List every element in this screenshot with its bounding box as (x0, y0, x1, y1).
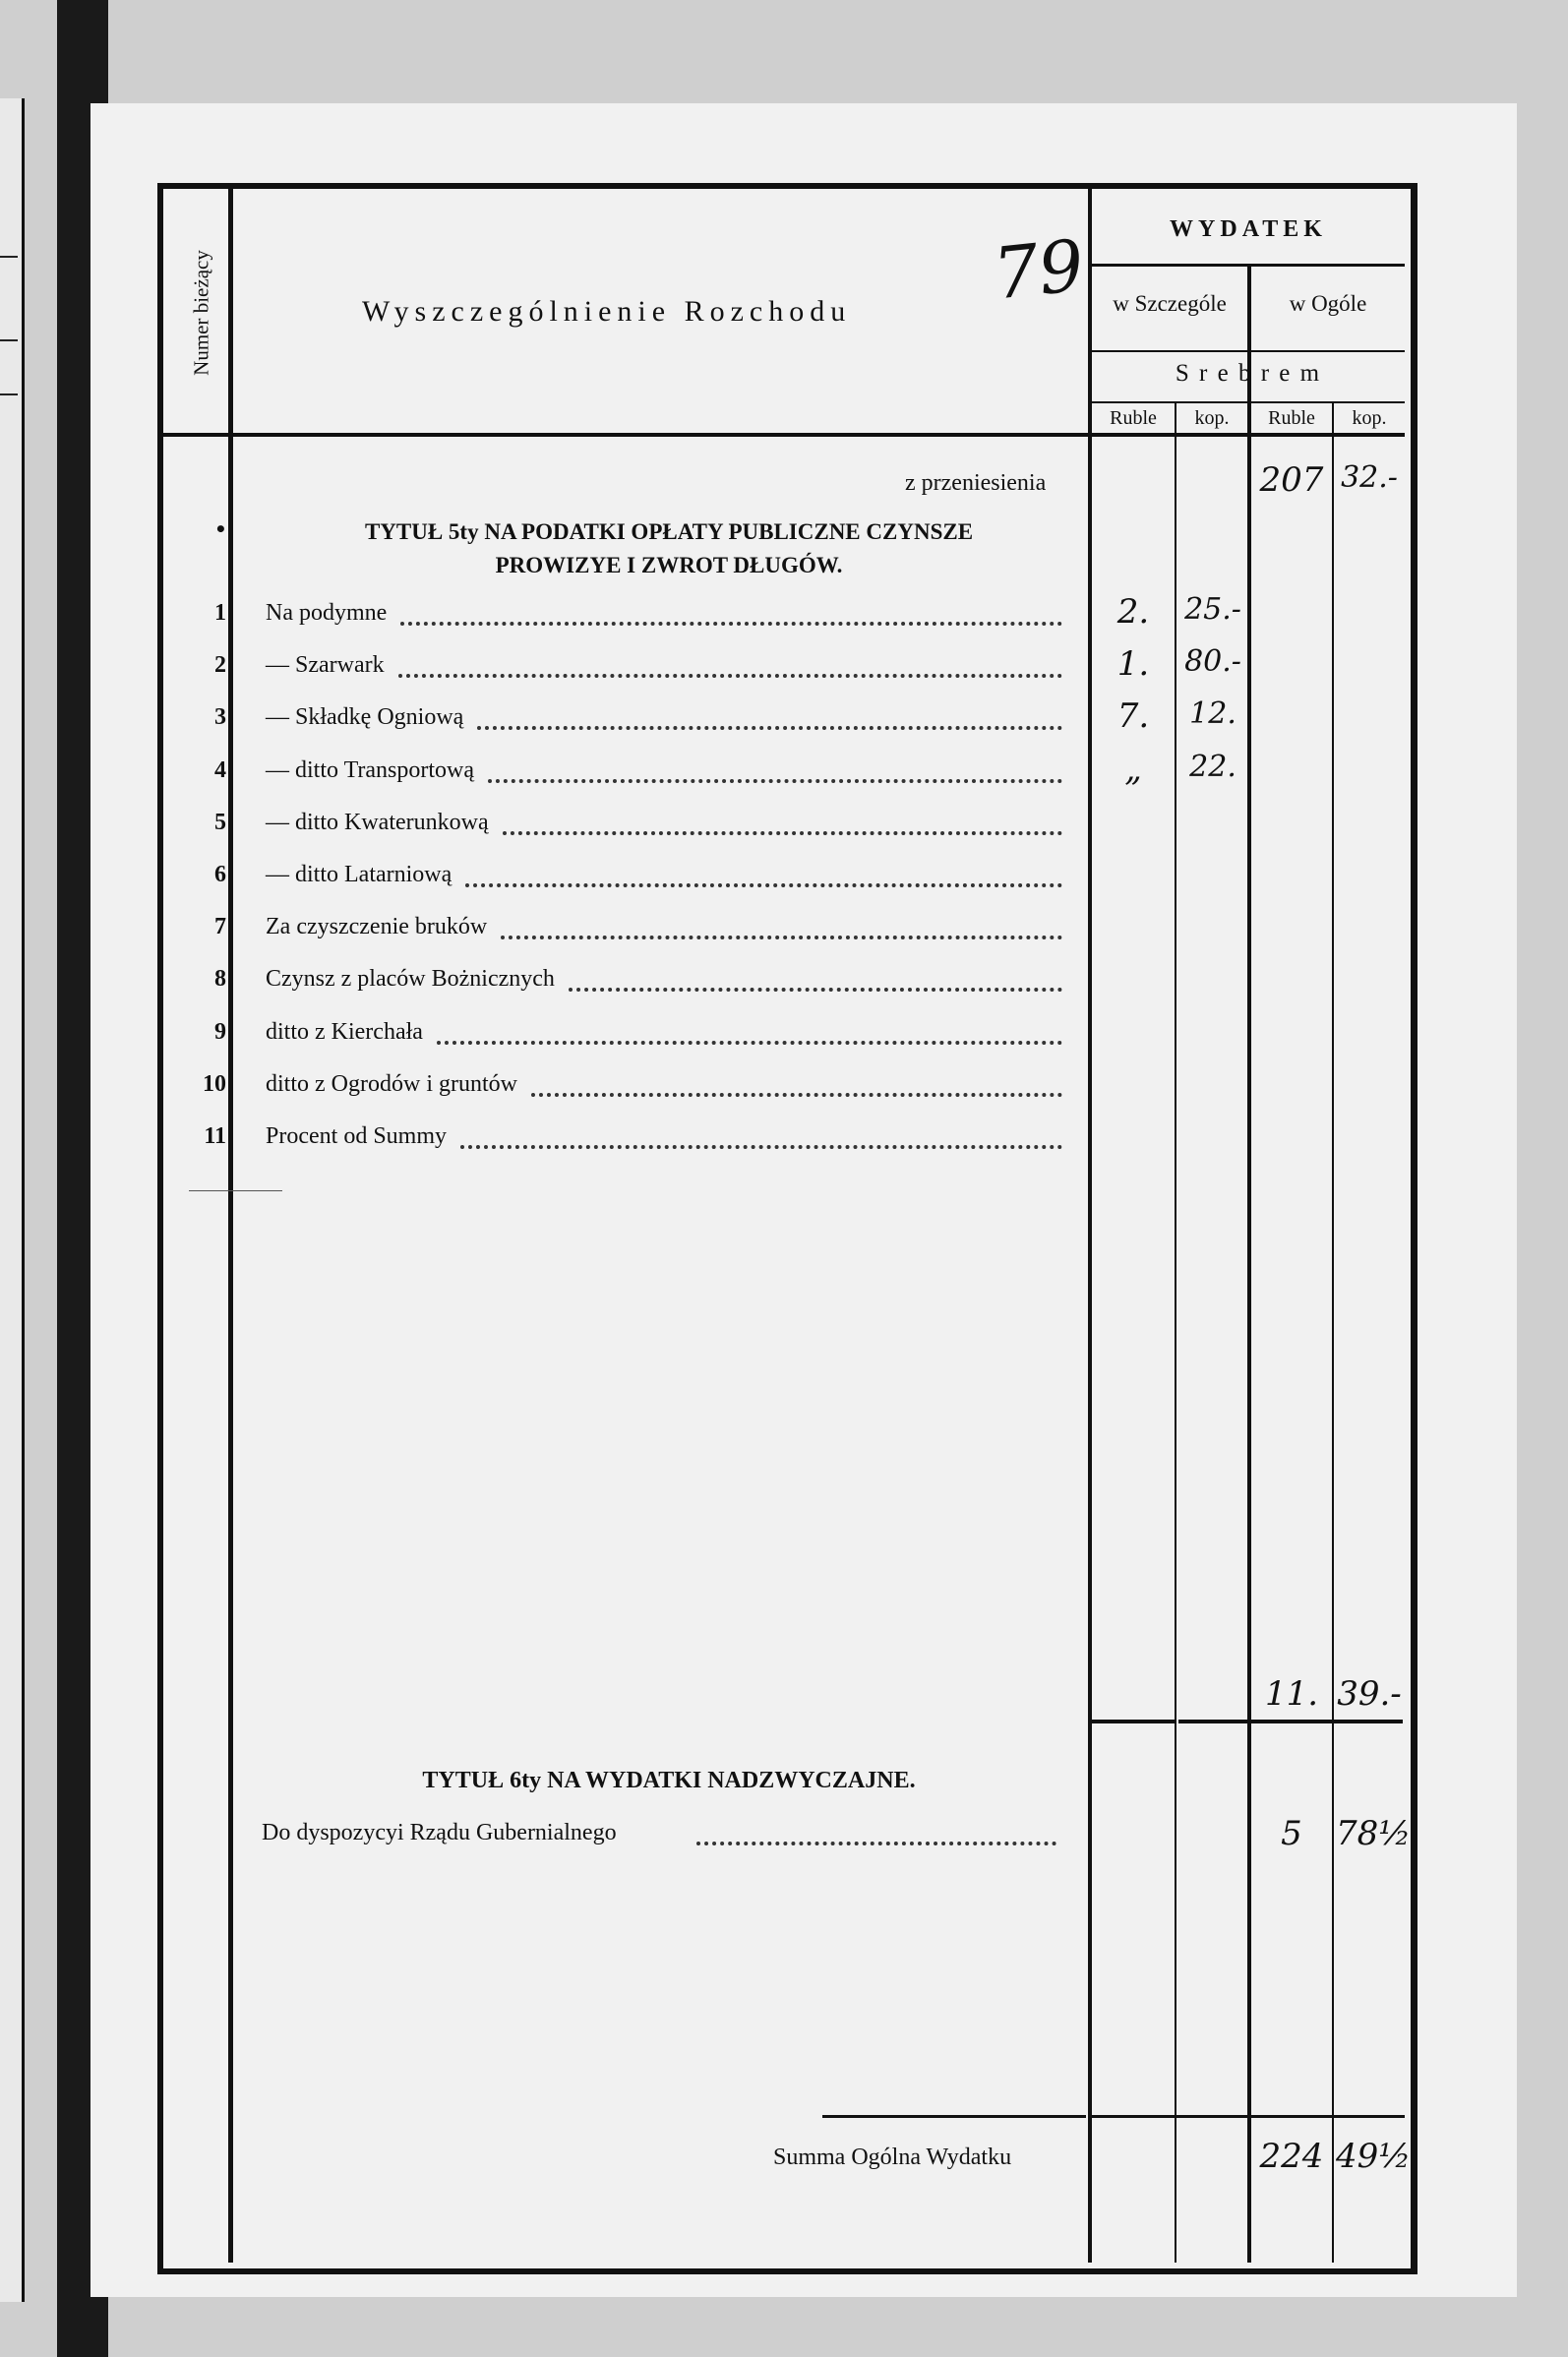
detail-kop-rule (1175, 403, 1176, 2263)
carried-over-ruble: 207 (1259, 460, 1324, 500)
section5-total-ruble: 11. (1264, 1674, 1319, 1714)
section5-title-line2: PROWIZYE I ZWROT DŁUGÓW. (495, 553, 843, 577)
section-bullet: • (214, 517, 227, 541)
total-ruble-header: Ruble (1268, 407, 1315, 429)
row-number: 11 (204, 1123, 226, 1149)
row-number: 10 (203, 1071, 226, 1097)
row-number: 8 (214, 966, 226, 992)
number-column-header: Numer bieżący (189, 250, 213, 376)
description-title: Wyszczególnienie Rozchodu (362, 295, 852, 328)
dot-leader (437, 1041, 1062, 1045)
previous-page-rule (0, 339, 18, 341)
row-label: Na podymne (266, 600, 388, 626)
row-ruble: 2. (1116, 592, 1150, 632)
grand-total-label: Summa Ogólna Wydatku (773, 2145, 1012, 2170)
end-of-list-rule (189, 1190, 282, 1191)
detail-ruble-header: Ruble (1110, 407, 1157, 429)
total-header: w Ogóle (1289, 291, 1367, 316)
header-rule (1092, 264, 1405, 267)
previous-page-rule (0, 393, 18, 395)
dot-leader (501, 936, 1062, 939)
row-kop: 12. (1189, 696, 1236, 731)
ledger-table-frame (157, 183, 1417, 2274)
row-kop: 25.- (1184, 592, 1241, 627)
detail-header: w Szczególe (1113, 291, 1227, 316)
row-label: Czynsz z placów Bożnicznych (266, 966, 555, 992)
row-label: — ditto Latarniową (266, 862, 452, 887)
section6-kop: 78½ (1336, 1814, 1412, 1853)
section6-row-label: Do dyspozycyi Rządu Gubernialnego (262, 1820, 617, 1845)
row-label: ditto z Ogrodów i gruntów (266, 1071, 517, 1097)
row-label: — ditto Transportową (266, 757, 475, 783)
dot-leader (503, 831, 1062, 835)
grand-total-rule (1092, 2115, 1405, 2118)
grand-total-kop: 49½ (1336, 2137, 1412, 2176)
row-label: Za czyszczenie bruków (266, 914, 488, 939)
previous-page-edge (0, 98, 25, 2302)
row-number: 9 (214, 1019, 226, 1045)
row-label: Procent od Summy (266, 1123, 447, 1149)
total-kop-header: kop. (1352, 407, 1387, 429)
header-bottom-rule (163, 433, 1405, 437)
row-number: 1 (214, 600, 226, 626)
dot-leader (488, 779, 1062, 783)
section5-total-kop: 39.- (1337, 1674, 1402, 1714)
row-number: 5 (214, 810, 226, 835)
total-column-rule (1247, 266, 1251, 2263)
row-label: — ditto Kwaterunkową (266, 810, 489, 835)
dot-leader (531, 1093, 1062, 1097)
number-column-rule (228, 189, 233, 2263)
dot-leader (460, 1145, 1062, 1149)
dot-leader (400, 622, 1062, 626)
srebrem-header: S r e b r e m (1175, 360, 1322, 387)
row-label: ditto z Kierchała (266, 1019, 423, 1045)
previous-page-rule (0, 256, 18, 258)
subtotal-rule (1251, 1720, 1332, 1723)
row-ruble: „ (1124, 750, 1142, 789)
dot-leader (398, 674, 1062, 678)
row-number: 4 (214, 757, 226, 783)
folio-number: 79 (989, 223, 1088, 316)
row-label: — Składkę Ogniową (266, 704, 464, 730)
total-kop-rule (1332, 403, 1334, 2263)
subtotal-rule (1178, 1720, 1247, 1723)
row-label: — Szarwark (266, 652, 385, 678)
row-number: 7 (214, 914, 226, 939)
subtotal-rule (1092, 1720, 1176, 1723)
header-rule (1092, 350, 1405, 352)
row-number: 3 (214, 704, 226, 730)
dot-leader (696, 1842, 1056, 1845)
row-ruble: 7. (1116, 696, 1150, 736)
header-rule (1092, 401, 1405, 403)
dot-leader (569, 988, 1062, 992)
row-number: 6 (214, 862, 226, 887)
section6-ruble: 5 (1281, 1814, 1302, 1853)
grand-total-ruble: 224 (1259, 2137, 1324, 2176)
dot-leader (477, 726, 1062, 730)
subtotal-rule (1334, 1720, 1403, 1723)
section6-title: TYTUŁ 6ty NA WYDATKI NADZWYCZAJNE. (422, 1768, 916, 1793)
section5-title-line1: TYTUŁ 5ty NA PODATKI OPŁATY PUBLICZNE CZYNSZE (364, 519, 974, 544)
amount-columns-rule (1088, 189, 1092, 2263)
row-ruble: 1. (1116, 644, 1150, 684)
row-number: 2 (214, 652, 226, 678)
wydatek-header: WYDATEK (1170, 216, 1327, 242)
grand-total-rule (822, 2115, 1086, 2118)
row-kop: 22. (1189, 750, 1236, 784)
detail-kop-header: kop. (1194, 407, 1230, 429)
row-kop: 80.- (1184, 644, 1241, 679)
carried-over-kop: 32.- (1341, 460, 1398, 495)
carried-over-label: z przeniesienia (905, 470, 1047, 496)
dot-leader (465, 883, 1062, 887)
